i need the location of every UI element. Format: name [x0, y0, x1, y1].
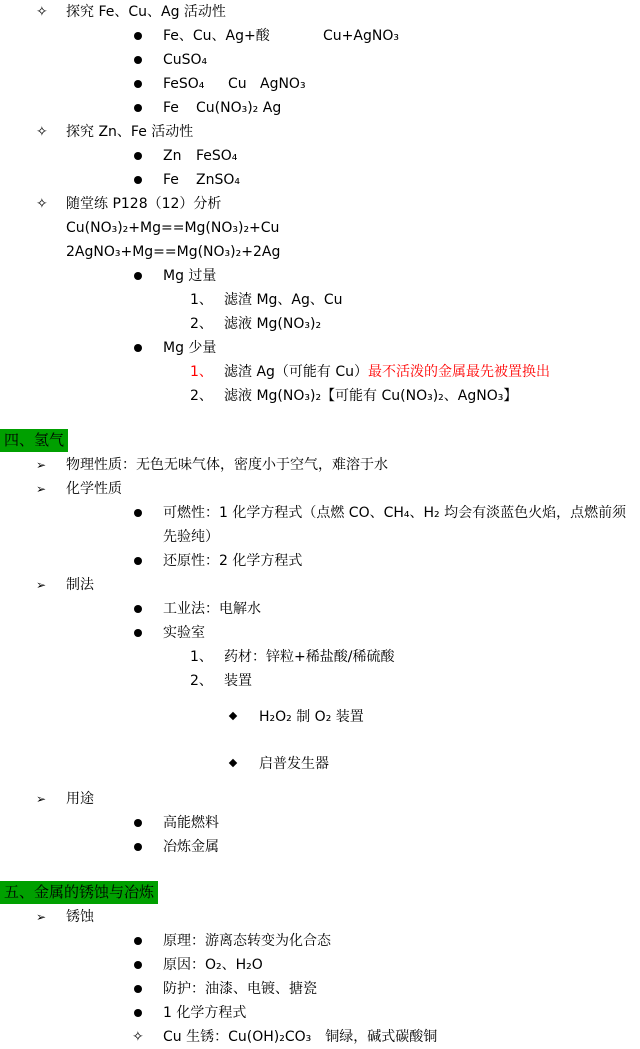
list-item: CuSO₄ [163, 52, 208, 68]
list-item: 制法 [66, 577, 94, 593]
bullet-icon [134, 272, 142, 280]
open-diamond-icon: ✧ [132, 1029, 144, 1045]
bullet-icon [134, 961, 142, 969]
bullet-icon [134, 80, 142, 88]
bullet-icon [134, 344, 142, 352]
open-diamond-icon: ✧ [36, 196, 48, 212]
open-diamond-icon: ✧ [36, 124, 48, 140]
equation: 2AgNO₃+Mg==Mg(NO₃)₂+2Ag [66, 244, 281, 260]
list-item: 防护：油漆、电镀、搪瓷 [163, 981, 317, 997]
list-item: 原因：O₂、H₂O [163, 957, 263, 973]
list-item: 滤液 Mg(NO₃)₂ [224, 316, 322, 332]
list-item: FeSO₄ [163, 76, 205, 92]
list-item: 滤液 Mg(NO₃)₂【可能有 Cu(NO₃)₂、AgNO₃】 [224, 388, 518, 404]
bullet-icon [134, 985, 142, 993]
list-number: 1、 [190, 292, 213, 308]
list-item: 化学性质 [66, 481, 122, 497]
residue-text: 滤渣 Ag（可能有 Cu） [224, 364, 369, 380]
bullet-icon [134, 843, 142, 851]
solid-diamond-icon [229, 759, 237, 767]
arrow-head-icon: ➢ [36, 578, 47, 592]
list-item: FeSO₄ [196, 148, 238, 164]
bullet-icon [134, 152, 142, 160]
section-title: 探究 Zn、Fe 活动性 [66, 124, 194, 140]
list-item: 高能燃料 [163, 815, 219, 831]
bullet-icon [134, 605, 142, 613]
section-heading: 四、氢气 [0, 429, 68, 452]
bullet-icon [134, 104, 142, 112]
section-title: 探究 Fe、Cu、Ag 活动性 [66, 4, 226, 20]
list-item: 用途 [66, 791, 94, 807]
section-heading: 五、金属的锈蚀与冶炼 [0, 881, 158, 904]
list-item: 锈蚀 [66, 909, 94, 925]
list-item: 物理性质：无色无味气体，密度小于空气，难溶于水 [66, 457, 388, 473]
list-item: 启普发生器 [259, 756, 329, 772]
bullet-icon [134, 937, 142, 945]
bullet-icon [134, 32, 142, 40]
list-item: Mg 少量 [163, 340, 217, 356]
solid-diamond-icon [229, 712, 237, 720]
bullet-icon [134, 1009, 142, 1017]
list-item: Fe、Cu、Ag+酸 [163, 28, 270, 44]
list-item: ZnSO₄ [196, 172, 240, 188]
list-item: Fe [163, 100, 179, 116]
list-item: 工业法：电解水 [163, 601, 261, 617]
section-title: 随堂练 P128（12）分析 [66, 196, 222, 212]
list-item: AgNO₃ [260, 76, 306, 92]
list-item: H₂O₂ 制 O₂ 装置 [259, 709, 364, 725]
list-item: Cu(NO₃)₂ Ag [196, 100, 282, 116]
list-item [224, 363, 550, 381]
list-item: 装置 [224, 673, 252, 689]
list-item: Fe [163, 172, 179, 188]
list-number: 1、 [190, 649, 213, 665]
list-item: Mg 过量 [163, 268, 217, 284]
equation: Cu(NO₃)₂+Mg==Mg(NO₃)₂+Cu [66, 220, 280, 236]
list-item: 冶炼金属 [163, 839, 219, 855]
arrow-head-icon: ➢ [36, 792, 47, 806]
list-item: 药材：锌粒+稀盐酸/稀硫酸 [224, 649, 395, 665]
bullet-icon [134, 176, 142, 184]
list-item: Cu 生锈：Cu(OH)₂CO₃ 铜绿，碱式碳酸铜 [163, 1029, 438, 1045]
list-item: 1 化学方程式 [163, 1005, 247, 1021]
bullet-icon [134, 557, 142, 565]
list-item: 还原性：2 化学方程式 [163, 553, 303, 569]
list-item: 滤渣 Mg、Ag、Cu [224, 292, 343, 308]
open-diamond-icon: ✧ [36, 4, 48, 20]
arrow-head-icon: ➢ [36, 910, 47, 924]
bullet-icon [134, 629, 142, 637]
list-number: 1、 [190, 364, 213, 380]
list-item: 可燃性：1 化学方程式（点燃 CO、CH₄、H₂ 均会有淡蓝色火焰，点燃前须先验纯） [163, 505, 627, 545]
list-number: 2、 [190, 673, 213, 689]
arrow-head-icon: ➢ [36, 482, 47, 496]
highlight-text: 最不活泼的金属最先被置换出 [368, 364, 551, 380]
list-item: Cu+AgNO₃ [323, 28, 399, 44]
list-item: 原理：游离态转变为化合态 [163, 933, 331, 949]
list-item: 实验室 [163, 625, 205, 641]
list-item: Cu [228, 76, 247, 92]
arrow-head-icon: ➢ [36, 458, 47, 472]
list-number: 2、 [190, 388, 213, 404]
bullet-icon [134, 509, 142, 517]
list-item: Zn [163, 148, 182, 164]
list-number: 2、 [190, 316, 213, 332]
bullet-icon [134, 56, 142, 64]
bullet-icon [134, 819, 142, 827]
